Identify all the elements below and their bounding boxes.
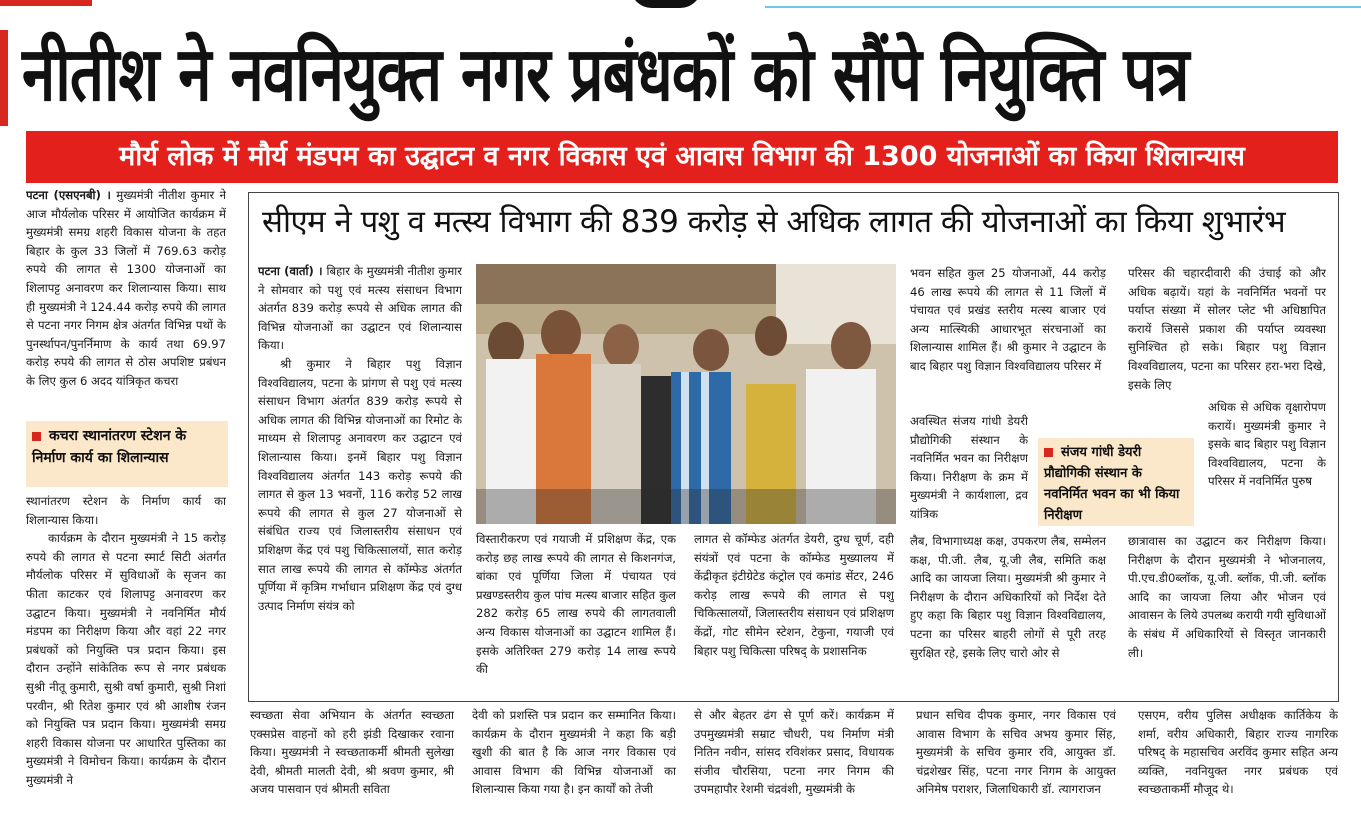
main-bottom-text-4: प्रधान सचिव दीपक कुमार, नगर विकास एवं आवास विभाग के सचिव अभय कुमार सिंह, मुख्यमंत्री के सचिव कुमार रवि, आयुक्त डॉ. चंद्रशेखर सिंह, पटना नगर निगम के आयुक्त अनिमेष पराशर, जिलाधिकारी डॉ. त्यागराजन: [916, 708, 1116, 797]
main-bottom-column-3: [694, 706, 894, 802]
main-story-para3: कार्यक्रम के दौरान मुख्यमंत्री ने 15 करोड़ रुपये की लागत से पटना स्मार्ट सिटी अंतर्गत मौर्यलोक परिसर में सुविधाओं के सृजन का फीता काटकर एवं शिलापट्ट अनावरण कर उद्घाटन किया। मुख्यमंत्री ने नवनिर्मित मौर्य मंडपम का निरीक्षण किया और वहां 22 नगर प्रबंधकों को नियुक्ति पत्र प्रदान किया। इस दौरान उन्होंने सांकेतिक रूप से नगर प्रबंधक सुश्री नीतू कुमारी, सुश्री वर्षा कुमारी, सुश्री निशां परवीन, श्री रितेश कुमार एवं श्री आशीष रंजन को नियुक्ति पत्र प्रदान किया। मुख्यमंत्री समग्र शहरी विकास योजना पर आधारित पुस्तिका का मुख्यमंत्री ने विमोचन किया। कार्यक्रम के दौरान मुख्यमंत्री ने: [26, 531, 226, 787]
inner-col4-top-text: भवन सहित कुल 25 योजनाओं, 44 करोड़ 46 लाख रूपये की लागत से 11 जिलों में पंचायत एवं प्रखंड स्तरीय मत्स्य बाजार एवं अन्य मात्स्यिकी आधारभूत संरचनाओं का शिलान्यास शामिल हैं। श्री कुमार ने उद्घाटन के बाद बिहार पशु विज्ञान विश्वविद्यालय परिसर में: [910, 266, 1106, 373]
inner-dateline: पटना (वार्ता) ।: [258, 264, 323, 278]
main-story-para1: मुख्यमंत्री नीतीश कुमार ने आज मौर्यलोक परिसर में आयोजित कार्यक्रम में मुख्यमंत्री समग्र शहरी विकास योजना के तहत बिहार के कुल 33 जिलों में 769.63 करोड़ रुपये की लागत से 1300 योजनाओं का शिलापट्ट अनावरण कर शिलान्यास किया। साथ ही मुख्यमंत्री ने 124.44 करोड़ रुपये की लागत से पटना नगर निगम क्षेत्र अंतर्गत विभिन्न पथों के पुनर्स्थापन/पुनर्निमाण के कार्य तथा 69.97 करोड़ रुपये की लागत से ठोस अपशिष्ट प्रबंधन के लिए कुल 6 अदद यांत्रिकृत कचरा: [26, 188, 226, 388]
inner-column-4-narrow: [910, 412, 1028, 532]
inner-column-5-narrow: [1208, 398, 1326, 532]
inner-column-5-top: [1128, 264, 1326, 396]
inner-col5-top-text: परिसर की चहारदीवारी की उंचाई को और अधिक बढ़ायें। यहां के नवनिर्मित भवनों पर पर्याप्त संख्या में सोलर प्लेट भी अधिष्ठापित करायें जिससे प्रकाश की पर्याप्त व्यवस्था सुनिश्चित हो सके। बिहार पशु विज्ञान विश्वविद्यालय, पटना का परिसर हरा-भरा दिखे, इसके लिए: [1128, 266, 1326, 392]
inner-col1-para1: बिहार के मुख्यमंत्री नीतीश कुमार ने सोमवार को पशु एवं मत्स्य संसाधन विभाग अंतर्गत 839 करोड़ रूपये से अधिक लागत की विभिन्न योजनाओं का उद्घाटन एवं शिलान्यास किया।: [258, 264, 462, 353]
main-story-column-bottom: [26, 492, 226, 802]
inner-col4-bottom-text: लैब, विभागाध्यक्ष कक्ष, उपकरण लैब, सम्मेलन कक्ष, पी.जी. लैब, यू.जी लैब, समिति कक्ष आदि का जायजा लिया। मुख्यमंत्री श्री कुमार ने निरीक्षण के दौरान अधिकारियों को निर्देश देते हुए कहा कि बिहार पशु विज्ञान विश्वविद्यालय, पटना का परिसर बाहरी लोगों से पूरी तरह सुरक्षित रहे, इसके लिए चारो ओर से: [910, 534, 1106, 660]
main-story-column-top: [26, 186, 226, 418]
news-photo-illustration: [476, 264, 896, 524]
inner-column-1: [258, 262, 462, 688]
inner-col5-narrow-text: अधिक से अधिक वृक्षारोपण करायें। मुख्यमंत्री कुमार ने इसके बाद बिहार पशु विज्ञान विश्वविद्यालय, पटना के परिसर में नवनिर्मित पुरुष: [1208, 400, 1326, 489]
top-strip: [0, 0, 1361, 10]
main-bottom-column-2: [472, 706, 676, 802]
page-headline: नीतीश ने नवनियुक्त नगर प्रबंधकों को सौंपे नियुक्ति पत्र: [22, 31, 1189, 119]
inner-col1-para2: श्री कुमार ने बिहार पशु विज्ञान विश्वविद्यालय, पटना के प्रांगण से पशु एवं मत्स्य संसाधन विभाग अंतर्गत 839 करोड़ रूपये से अधिक लागत की विभिन्न योजनाओं का रिमोट के माध्यम से शिलापट्ट अनावरण कर उद्घाटन एवं शिलान्यास किया। इनमें बिहार पशु विज्ञान विश्वविद्यालय अंतर्गत 143 करोड़ रूपये की लागत से कुल 13 भवनों, 116 करोड़ 52 लाख रूपये की लागत से कुल 27 योजनाओं से संबंधित राज्य एवं जिलास्तरीय संसाधन एवं प्रशिक्षण केंद्र एवं पशु चिकित्सालयों, सात करोड़ सात लाख रूपये की लागत से कॉम्फेड अंतर्गत पूर्णिया में कृत्रिम गर्भाधान प्रशिक्षण केंद्र एवं दुग्ध उत्पाद निर्माण संयंत्र को: [258, 356, 462, 613]
inner-highlight-text: संजय गांधी डेयरी प्रौद्योगिकी संस्थान के नवनिर्मित भवन का भी किया निरीक्षण: [1044, 445, 1180, 523]
sub-headline-banner: मौर्य लोक में मौर्य मंडपम का उद्घाटन व नगर विकास एवं आवास विभाग की 1300 योजनाओं का किया शिलान्यास: [26, 131, 1338, 183]
main-bottom-text-2: देवी को प्रशस्ति पत्र प्रदान कर सम्मानित किया। कार्यक्रम के दौरान मुख्यमंत्री ने कहा कि बड़ी खुशी की बात है कि आज नगर विकास एवं आवास विभाग की विभिन्न योजनाओं का शिलान्यास किया गया है। इन कार्यों को तेजी: [472, 708, 676, 797]
inner-column-4-bottom: [910, 532, 1106, 690]
masthead-logo-fragment: [630, 0, 702, 8]
main-bottom-text-5: एसएम, वरीय पुलिस अधीक्षक कार्तिकेय के शर्मा, वरीय अधिकारी, बिहार राज्य नागरिक परिषद् के महासचिव अरविंद कुमार सहित अन्य व्यक्ति, नवनियुक्त नगर प्रबंधक एवं स्वच्छताकर्मी मौजूद थे।: [1138, 708, 1338, 797]
headline-red-marker: [0, 30, 8, 126]
inner-column-5-bottom: [1128, 532, 1326, 690]
main-highlight-text: कचरा स्थानांतरण स्टेशन के निर्माण कार्य का शिलान्यास: [32, 428, 187, 466]
bullet-square-icon: [32, 432, 41, 441]
main-story-para2: स्थानांतरण स्टेशन के निर्माण कार्य का शिलान्यास किया।: [26, 494, 226, 527]
main-bottom-text-3: से और बेहतर ढंग से पूर्ण करें। कार्यक्रम में उपमुख्यमंत्री सम्राट चौधरी, पथ निर्माण मंत्री नितिन नवीन, सांसद रविशंकर प्रसाद, विधायक संजीव चौरसिया, पटना नगर निगम की उपमहापौर रेशमी चंद्रवंशी, मुख्यमंत्री के: [694, 708, 894, 797]
inner-column-3: [694, 530, 894, 690]
inner-col2-text: विस्तारीकरण एवं गयाजी में प्रशिक्षण केंद्र, एक करोड़ छह लाख रूपये की लागत से किशनगंज, बांका एवं पूर्णिया जिला में पंचायत एवं प्रखण्डस्तरीय कुल पांच मत्स्य बाजार सहित कुल 282 करोड़ 65 लाख रुपये की लागतवाली अन्य विकास योजनाओं का उद्घाटन शामिल हैं। इसके अतिरिक्त 279 करोड़ 14 लाख रूपये की: [476, 532, 676, 677]
inner-highlight-box: [1038, 438, 1194, 526]
inner-col4-narrow-text: अवस्थित संजय गांधी डेयरी प्रौद्योगिकी संस्थान के नवनिर्मित भवन का निरीक्षण किया। निरीक्षण के क्रम में मुख्यमंत्री ने कार्यशाला, द्रव यांत्रिक: [910, 414, 1028, 521]
main-bottom-column-5: [1138, 706, 1338, 802]
top-red-tab: [0, 0, 92, 6]
main-bottom-text-1: स्वच्छता सेवा अभियान के अंतर्गत स्वच्छता एक्सप्रेस वाहनों को हरी झंडी दिखाकर रवाना किया। मुख्यमंत्री ने स्वच्छताकर्मी श्रीमती सुलेखा देवी, श्रीमती मालती देवी, श्री श्रवण कुमार, श्री अजय पासवान एवं श्रीमती सविता: [250, 708, 454, 797]
inner-column-2: [476, 530, 676, 690]
news-photo: [476, 264, 896, 524]
inner-story-headline: सीएम ने पशु व मत्स्य विभाग की 839 करोड़ से अधिक लागत की योजनाओं का किया शुभारंभ: [262, 204, 1286, 240]
main-highlight-box: [26, 421, 228, 487]
inner-column-4-top: [910, 264, 1106, 412]
main-bottom-column-4: [916, 706, 1116, 802]
top-rule: [765, 6, 1361, 8]
inner-col5-bottom-text: छात्रावास का उद्घाटन कर निरीक्षण किया। निरीक्षण के दौरान मुख्यमंत्री ने भोजनालय, पी.एच.डी0ब्लॉक, यू.जी. ब्लॉक, पी.जी. ब्लॉक आदि का जायजा लिया और भोजन एवं आवासन के लिये उपलब्ध करायी गयी सुविधाओं के संबंध में अधिकारियों से विस्तृत जानकारी ली।: [1128, 534, 1326, 660]
bullet-square-icon: [1044, 448, 1053, 457]
inner-col3-text: लागत से कॉम्फेड अंतर्गत डेयरी, दुग्ध चूर्ण, दही संयंत्रों एवं पटना के कॉम्फेड मुख्यालय में केंद्रीकृत इंटीग्रेटेड कंट्रोल एवं कमांड सेंटर, 246 करोड़ लाख रूपये की लागत से पशु चिकित्सालयों, जिलास्तरीय संसाधन एवं प्रशिक्षण केंद्रों, गोट सीमेन स्टेशन, टेकुना, गयाजी एवं बिहार पशु चिकित्सा परिषद् के प्रशासनिक: [694, 532, 894, 658]
main-dateline: पटना (एसएनबी) ।: [26, 188, 111, 202]
main-bottom-column-1: [250, 706, 454, 802]
